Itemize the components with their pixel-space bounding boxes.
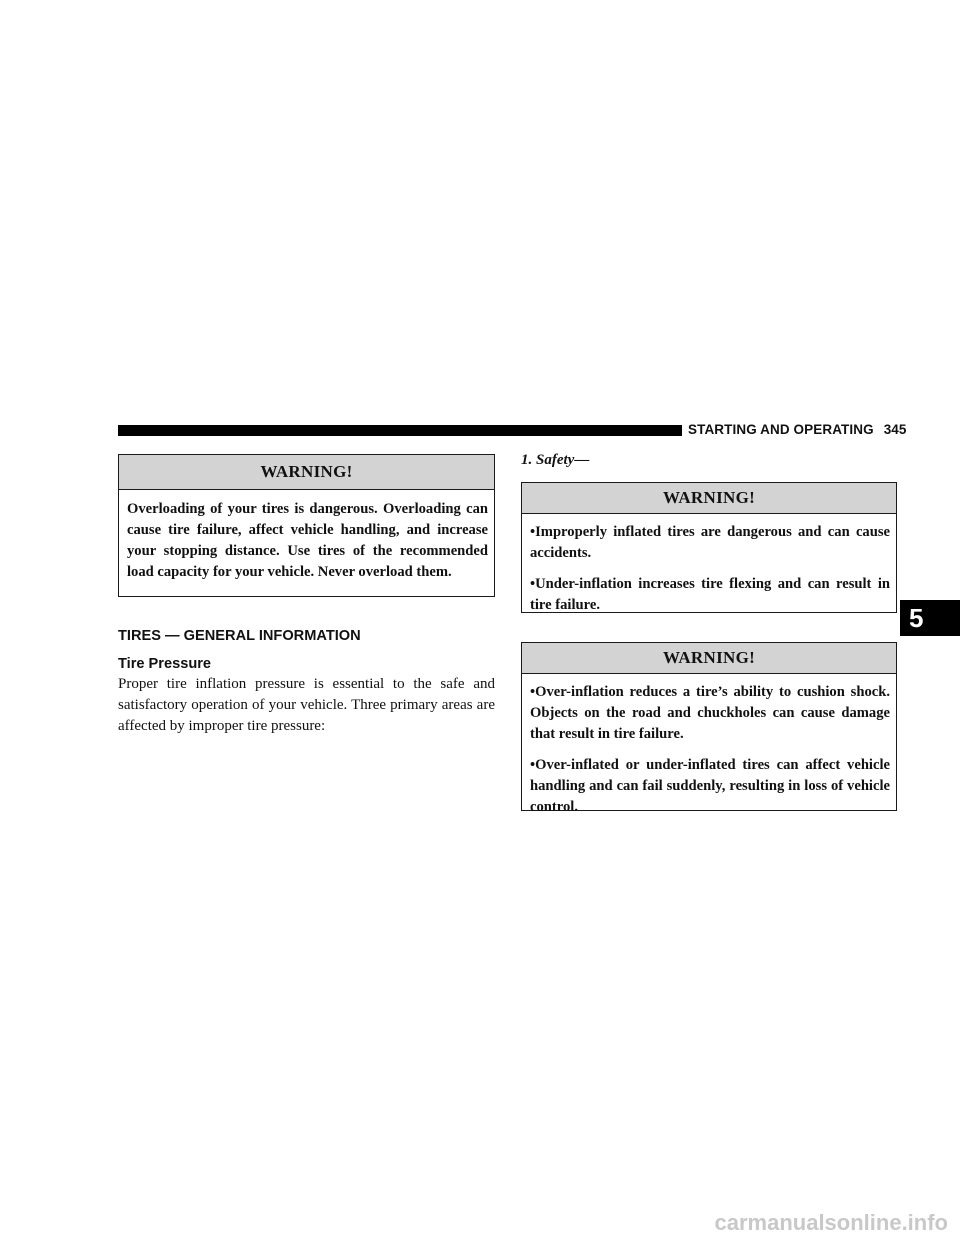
warning-title: WARNING! <box>522 643 896 674</box>
bullet-text: Over-inflated or under-inflated tires can affect vehicle handling and can fail suddenly, resulting in loss of vehicle control. <box>530 757 890 815</box>
running-header <box>688 421 907 439</box>
warning-body <box>522 674 896 818</box>
section-title: TIRES — GENERAL INFORMATION <box>118 628 361 644</box>
warning-body <box>522 514 896 616</box>
bullet-text: Over-inflation reduces a tire’s ability to cushion shock. Objects on the road and chuckholes can cause damage that result in tire failure. <box>530 684 890 742</box>
warning-bullet <box>530 522 890 564</box>
bullet-glyph: • <box>530 524 536 540</box>
header-rule <box>118 425 682 436</box>
bullet-glyph: • <box>530 757 536 773</box>
over-inflation-warning-box <box>521 642 897 815</box>
inflation-warning-box <box>521 482 897 613</box>
bullet-text: Under-inflation increases tire flexing and can result in tire failure. <box>530 576 890 613</box>
bullet-glyph: • <box>530 576 536 592</box>
bullet-glyph: • <box>530 684 536 700</box>
watermark: carmanualsonline.info <box>714 1210 948 1235</box>
warning-title: WARNING! <box>119 455 494 490</box>
warning-body <box>119 490 494 583</box>
chapter-tab: 5 <box>900 600 960 636</box>
warning-bullet <box>530 574 890 616</box>
warning-title: WARNING! <box>522 483 896 514</box>
page-number: 345 <box>883 422 907 437</box>
bullet-text: Improperly inflated tires are dangerous and can cause accidents. <box>530 524 890 561</box>
list-label-safety: 1. Safety— <box>521 452 590 468</box>
warning-bullet <box>530 755 890 818</box>
subsection-title: Tire Pressure <box>118 656 212 672</box>
warning-text: Overloading of your tires is dangerous. Overloading can cause tire failure, affect vehicle handling, and increase your stopping distance. Use tires of the recommended load capacity for your vehicle. Never overload them. <box>127 501 488 580</box>
header-section-title: STARTING AND OPERATING <box>688 422 874 437</box>
overloading-warning-box <box>118 454 495 597</box>
body-paragraph: Proper tire inflation pressure is essential to the safe and satisfactory operation of your vehicle. Three primary areas are affected by improper tire pressure: <box>118 676 495 734</box>
warning-bullet <box>530 682 890 745</box>
